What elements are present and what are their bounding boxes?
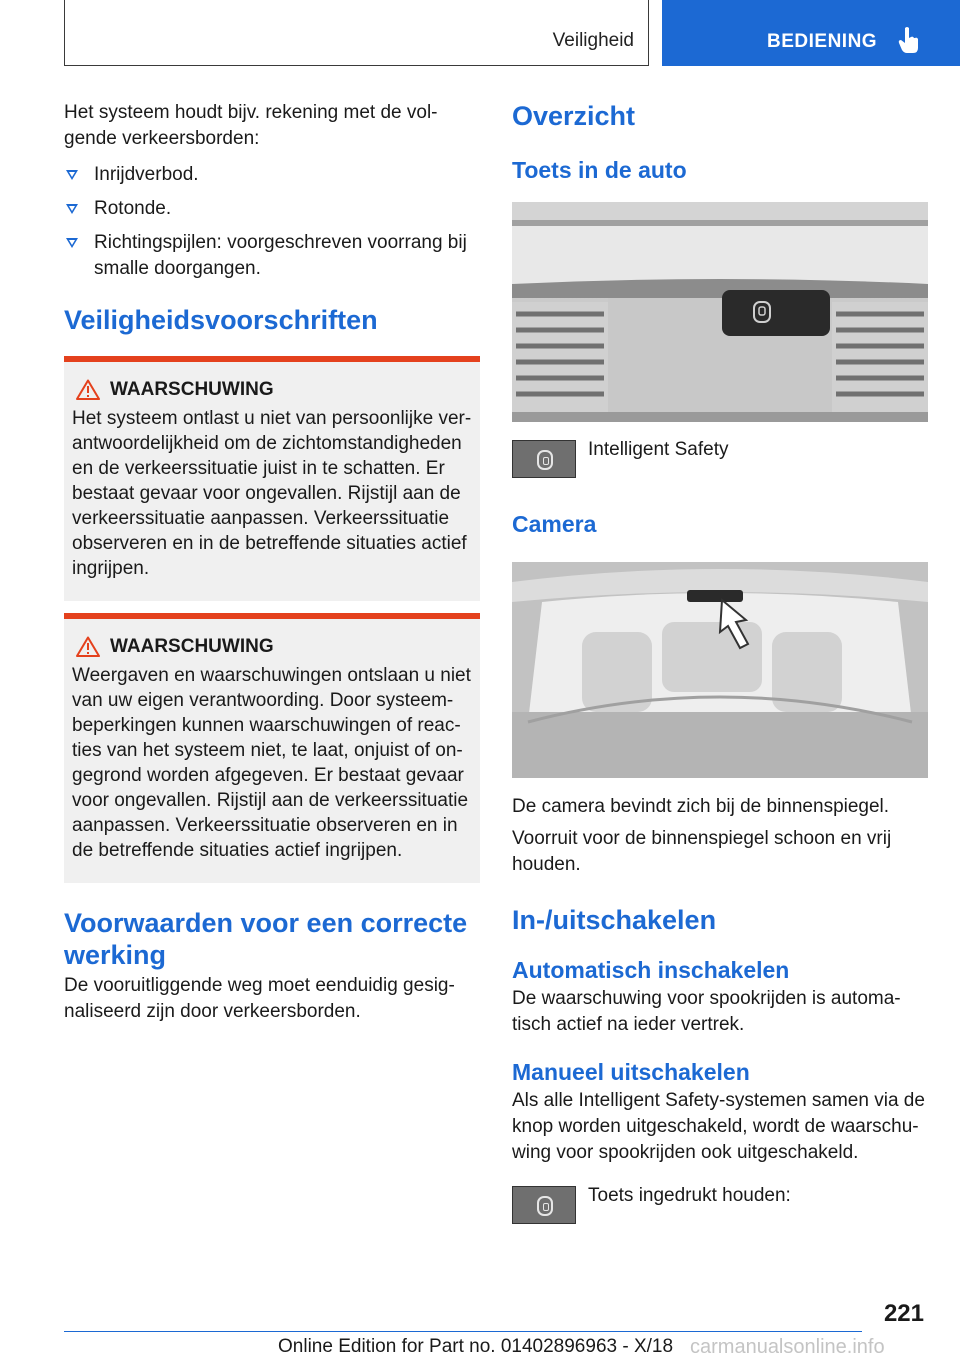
camera-heading: Camera — [512, 511, 597, 537]
warning-box — [64, 613, 480, 883]
watermark: carmanualsonline.info — [690, 1336, 885, 1358]
warning-text: Het systeem ontlast u niet van persoonlijke ver-antwoordelijkheid om de zichtomstandigheden en de verkeerssituatie juist in te schatten. Er bestaat gevaar voor ongevallen. Rijstijl aan de verkeerssituatie aanpassen. Verkeerssituatie observeren en in de betreffende situaties actief ingrijpen. — [72, 408, 472, 579]
overview-heading: Overzicht — [512, 101, 636, 131]
warning-box — [64, 356, 480, 601]
warning-title — [72, 635, 472, 659]
camera-text-clean: Voorruit voor de binnenspiegel schoon en vrij houden. — [512, 828, 892, 875]
warning-text: Weergaven en waarschuwingen ontslaan u niet van uw eigen verantwoording. Door systeem-beperkingen kunnen waarschuwingen of reac-ties van het systeem niet, te laat, onjuist of on-gegrond worden afgegeven. Er bestaat gevaar voor ongevallen. Rijstijl aan de verkeerssituatie aanpassen. Verkeerssituatie observeren en in de betreffende situaties actief ingrijpen. — [72, 665, 471, 861]
auto-on-heading: Automatisch inschakelen — [512, 957, 790, 983]
intro-text: Het systeem houdt bijv. rekening met de vol-gende verkeersborden: — [64, 102, 438, 149]
right-column — [512, 100, 928, 1224]
warning-title-text: WAARSCHUWING — [110, 379, 274, 400]
hold-caption: Toets ingedrukt houden: — [588, 1185, 791, 1206]
traffic-sign-list — [64, 162, 480, 282]
list-item — [64, 230, 480, 282]
triangle-bullet-icon — [66, 204, 78, 214]
list-item — [64, 162, 480, 188]
hand-pointer-icon — [898, 26, 920, 54]
conditions-text: De vooruitliggende weg moet eenduidig gesig-naliseerd zijn door verkeersborden. — [64, 975, 455, 1022]
hold-caption-row — [512, 1186, 928, 1224]
footer-edition: Online Edition for Part no. 01402896963 - X/18 — [278, 1336, 674, 1357]
safety-heading: Veiligheidsvoorschriften — [64, 305, 378, 335]
header-section-label: Veiligheid — [552, 30, 634, 51]
button-caption-row — [512, 440, 928, 478]
manual-off-text: Als alle Intelligent Safety-systemen samen via de knop worden uitgeschakeld, wordt de waarschu-wing voor spookrijden ook uitgeschakeld. — [512, 1090, 925, 1163]
intelligent-safety-button-icon — [512, 440, 576, 478]
conditions-heading: Voorwaarden voor een correcte werking — [64, 908, 468, 970]
dashboard-photo-illustration — [512, 202, 928, 422]
footer-divider — [64, 1331, 862, 1332]
button-photo — [512, 202, 928, 422]
left-column — [64, 100, 480, 1025]
manual-off-heading: Manueel uitschakelen — [512, 1059, 750, 1085]
triangle-bullet-icon — [66, 238, 78, 248]
auto-on-text: De waarschuwing voor spookrijden is automa-tisch actief na ieder vertrek. — [512, 988, 901, 1035]
list-item-text: Rotonde. — [94, 198, 172, 219]
triangle-bullet-icon — [66, 170, 78, 180]
camera-photo — [512, 562, 928, 778]
warning-title — [72, 378, 472, 402]
header-section-tab — [64, 0, 649, 66]
intelligent-safety-button-icon — [512, 1186, 576, 1224]
windshield-photo-illustration — [512, 562, 928, 778]
warning-title-text: WAARSCHUWING — [110, 636, 274, 657]
button-heading: Toets in de auto — [512, 157, 687, 183]
list-item — [64, 196, 480, 222]
button-caption: Intelligent Safety — [588, 439, 729, 460]
camera-text-location: De camera bevindt zich bij de binnenspiegel. — [512, 796, 890, 817]
list-item-text: Richtingspijlen: voorgeschreven voorrang bij smalle doorgangen. — [94, 232, 467, 279]
header-chapter-label: BEDIENING — [767, 31, 878, 52]
page-number: 221 — [883, 1300, 924, 1327]
list-item-text: Inrijdverbod. — [94, 164, 199, 185]
warning-triangle-icon — [76, 379, 100, 400]
warning-triangle-icon — [76, 636, 100, 657]
switch-heading: In-/uitschakelen — [512, 905, 717, 935]
header-chapter-tab — [662, 0, 960, 66]
